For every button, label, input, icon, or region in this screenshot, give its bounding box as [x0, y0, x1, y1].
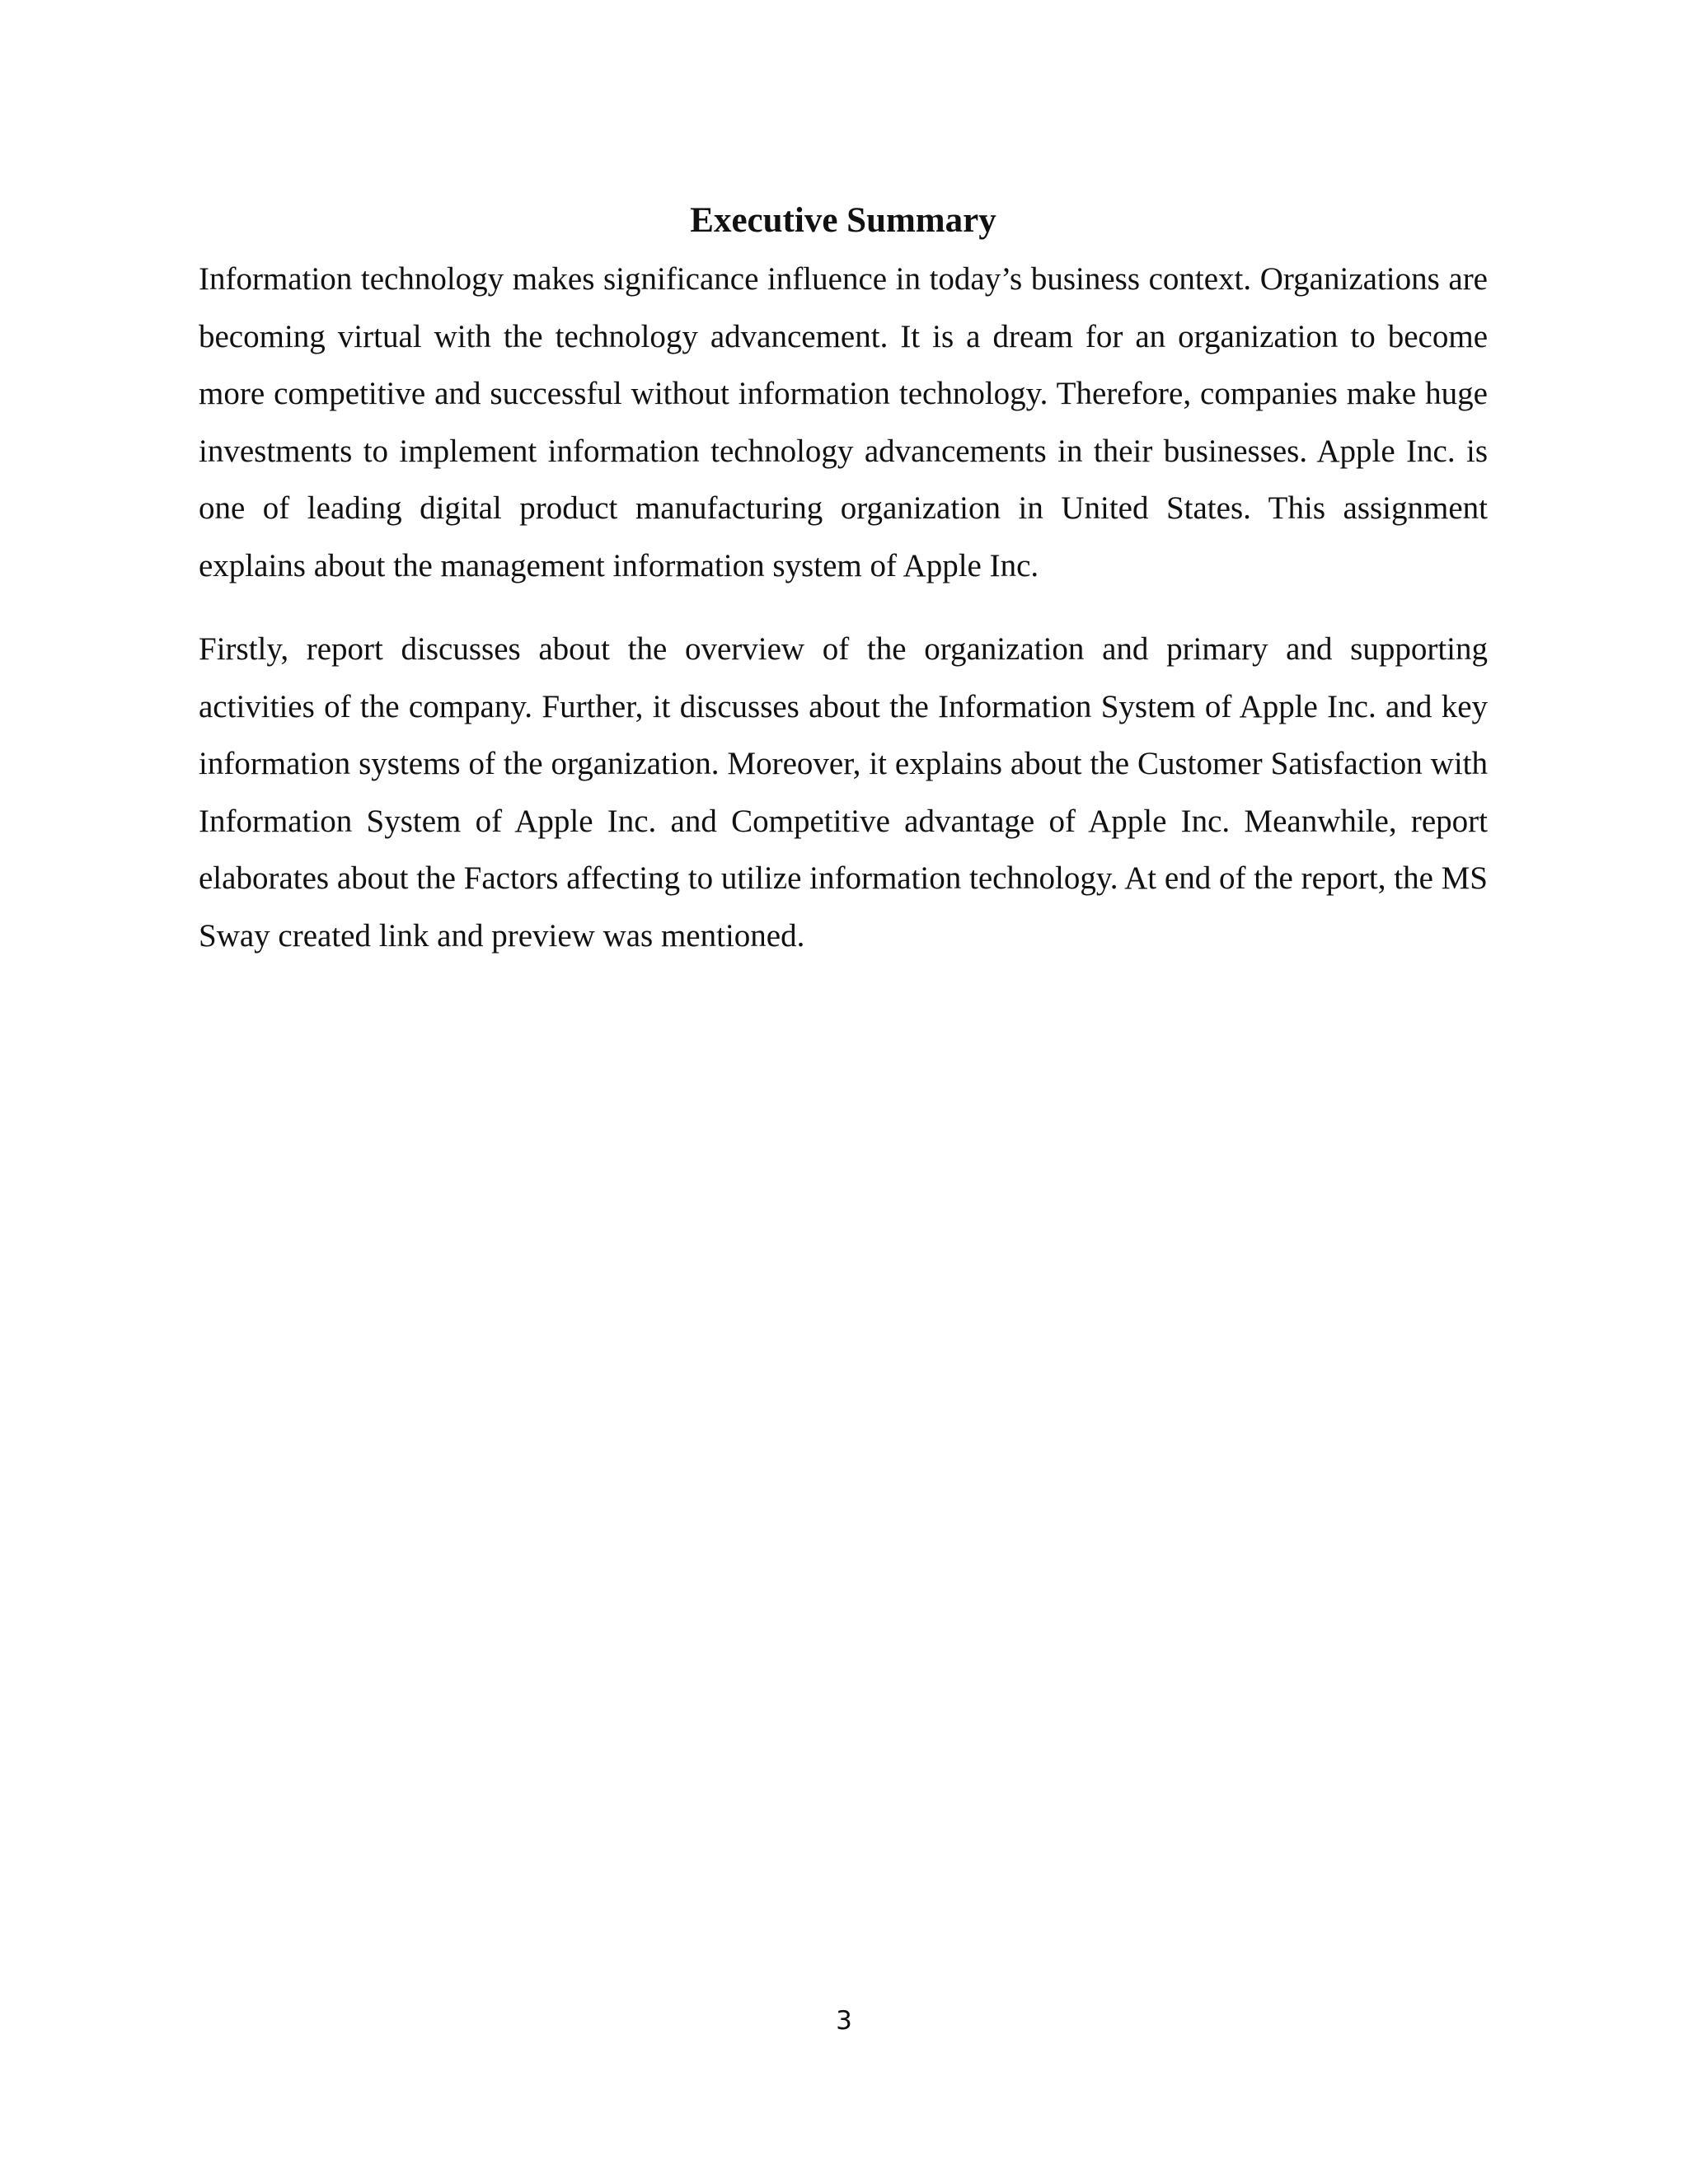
- body-paragraph-2: Firstly, report discusses about the overview of the organization and primary and supporting activities of the company. Further, it discusses about the Information System of Apple Inc. and key information systems of the organization. Moreover, it explains about the Customer Satisfaction with Information System of Apple Inc. and Competitive advantage of Apple Inc. Meanwhile, report elaborates about the Factors affecting to utilize information technology. At end of the report, the MS Sway created link and preview was mentioned.: [199, 631, 1488, 954]
- page-content: [199, 191, 1488, 964]
- page-number: 3: [836, 2006, 852, 2036]
- page-title: Executive Summary: [690, 201, 996, 240]
- body-paragraph-1: Information technology makes significance influence in today’s business context. Organizations are becoming virtual with the technology advancement. It is a dream for an organization to become more competitive and successful without information technology. Therefore, companies make huge investments to implement information technology advancements in their businesses. Apple Inc. is one of leading digital product manufacturing organization in United States. This assignment explains about the management information system of Apple Inc.: [199, 261, 1488, 583]
